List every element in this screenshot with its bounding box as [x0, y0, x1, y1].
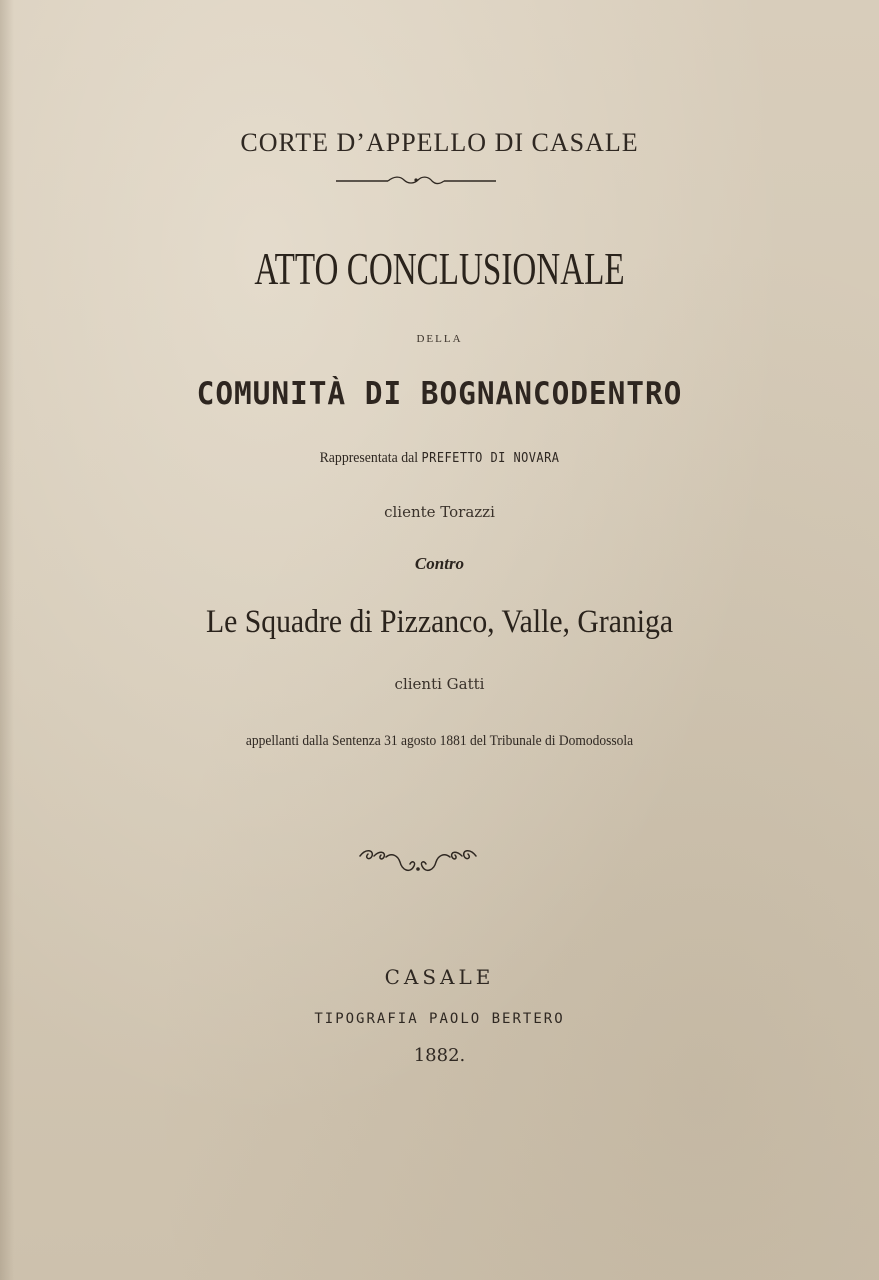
flourish-ornament-icon — [356, 842, 480, 878]
opposing-parties: Le Squadre di Pizzanco, Valle, Graniga — [205, 604, 674, 640]
document-title: ATTO CONCLUSIONALE — [254, 243, 625, 294]
representation-authority: PREFETTO DI NOVARA — [421, 451, 560, 466]
party-name: COMUNITÀ DI BOGNANCODENTRO — [196, 376, 683, 412]
paper-edge-shadow — [0, 0, 14, 1280]
representation-prefix: Rappresentata dal — [319, 450, 419, 466]
client-line-gatti: clienti Gatti — [394, 675, 485, 693]
connector-della: DELLA — [416, 333, 463, 345]
imprint-city: CASALE — [384, 965, 495, 989]
representation-line — [35, 450, 844, 467]
court-heading: CORTE D’APPELLO DI CASALE — [240, 128, 639, 157]
imprint-year: 1882. — [413, 1045, 466, 1066]
decorative-rule-icon — [336, 172, 496, 188]
client-line-torazzi: cliente Torazzi — [384, 503, 495, 521]
appeal-line: appellanti dalla Sentenza 31 agosto 1881 del Tribunale di Domodossola — [245, 733, 634, 749]
imprint-printer: TIPOGRAFIA PAOLO BERTERO — [314, 1011, 565, 1027]
versus-label: Contro — [414, 554, 465, 573]
